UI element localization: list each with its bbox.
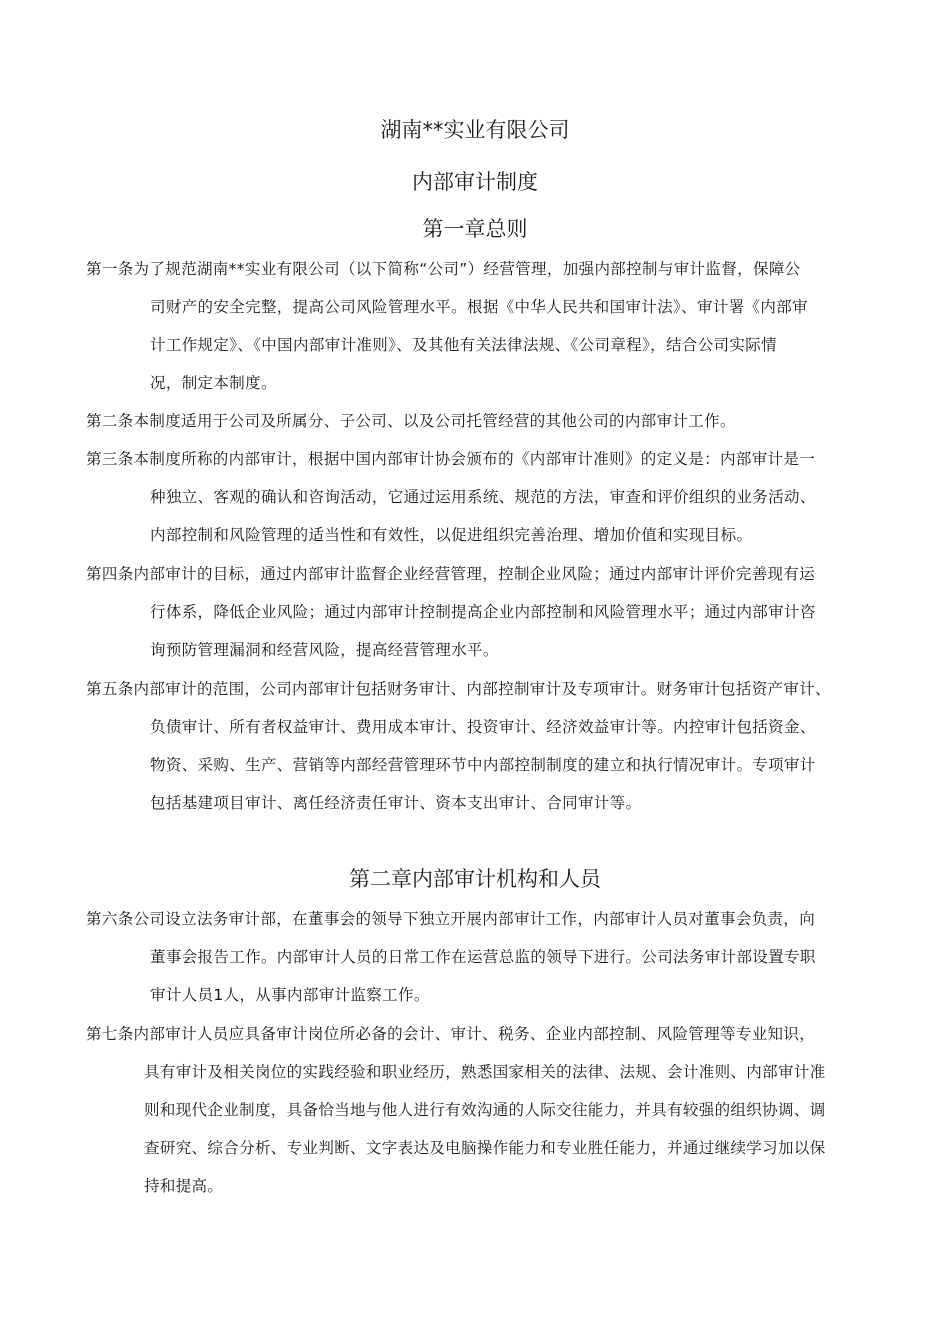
article-line: 行体系，降低企业风险；通过内部审计控制提高企业内部控制和风险管理水平；通过内部审计咨 bbox=[150, 603, 816, 621]
article-1 bbox=[86, 250, 808, 402]
article-line: 司财产的安全完整，提高公司风险管理水平。根据《中华人民共和国审计法》、审计署《内部审 bbox=[150, 298, 808, 316]
article-line: 董事会报告工作。内部审计人员的日常工作在运营总监的领导下进行。公司法务审计部设置专职 bbox=[150, 948, 816, 966]
article-7 bbox=[86, 1015, 826, 1205]
article-line: 第一条为了规范湖南**实业有限公司（以下简称“公司”）经营管理，加强内部控制与审计监督，保障公 bbox=[86, 260, 801, 278]
article-line: 物资、采购、生产、营销等内部经营管理环节中内部控制制度的建立和执行情况审计。专项审计 bbox=[150, 756, 816, 774]
chapter-2-heading: 第二章内部审计机构和人员 bbox=[349, 867, 601, 891]
article-line: 第五条内部审计的范围，公司内部审计包括财务审计、内部控制审计及专项审计。财务审计包括资产审计、 bbox=[86, 680, 831, 698]
article-6 bbox=[86, 900, 816, 1014]
article-line: 第四条内部审计的目标，通过内部审计监督企业经营管理，控制企业风险；通过内部审计评价完善现有运 bbox=[86, 565, 816, 583]
article-line: 第七条内部审计人员应具备审计岗位所必备的会计、审计、税务、企业内部控制、风险管理等专业知识， bbox=[86, 1025, 816, 1043]
article-line: 负债审计、所有者权益审计、费用成本审计、投资审计、经济效益审计等。内控审计包括资金、 bbox=[150, 718, 816, 736]
article-line: 审计人员1人，从事内部审计监察工作。 bbox=[150, 986, 430, 1004]
article-line: 则和现代企业制度，具备恰当地与他人进行有效沟通的人际交往能力，并具有较强的组织协调、调 bbox=[144, 1101, 826, 1119]
article-line: 种独立、客观的确认和咨询活动，它通过运用系统、规范的方法，审查和评价组织的业务活动、 bbox=[150, 488, 816, 506]
article-5 bbox=[86, 670, 831, 822]
article-3 bbox=[86, 440, 816, 554]
company-title: 湖南**实业有限公司 bbox=[380, 118, 570, 142]
article-line: 计工作规定》、《中国内部审计准则》、及其他有关法律法规、《公司章程》，结合公司实际情 bbox=[150, 336, 777, 354]
article-line: 持和提高。 bbox=[144, 1177, 224, 1195]
article-line: 况，制定本制度。 bbox=[150, 374, 277, 392]
article-line: 内部控制和风险管理的适当性和有效性，以促进组织完善治理、增加价值和实现目标。 bbox=[150, 526, 753, 544]
article-line: 查研究、综合分析、专业判断、文字表达及电脑操作能力和专业胜任能力，并通过继续学习加以保 bbox=[144, 1139, 826, 1157]
article-line: 第二条本制度适用于公司及所属分、子公司、以及公司托管经营的其他公司的内部审计工作。 bbox=[86, 412, 736, 430]
article-line: 包括基建项目审计、离任经济责任审计、资本支出审计、合同审计等。 bbox=[150, 794, 642, 812]
article-2 bbox=[86, 402, 736, 440]
chapter-1-heading: 第一章总则 bbox=[422, 217, 528, 241]
article-line: 询预防管理漏洞和经营风险，提高经营管理水平。 bbox=[150, 641, 499, 659]
article-line: 第六条公司设立法务审计部，在董事会的领导下独立开展内部审计工作，内部审计人员对董事会负责，向 bbox=[86, 910, 816, 928]
article-line: 第三条本制度所称的内部审计，根据中国内部审计协会颁布的《内部审计准则》的定义是：内部审计是一 bbox=[86, 450, 816, 468]
article-line: 具有审计及相关岗位的实践经验和职业经历，熟悉国家相关的法律、法规、会计准则、内部审计准 bbox=[144, 1063, 826, 1081]
document-title: 内部审计制度 bbox=[412, 170, 538, 194]
article-4 bbox=[86, 555, 816, 669]
